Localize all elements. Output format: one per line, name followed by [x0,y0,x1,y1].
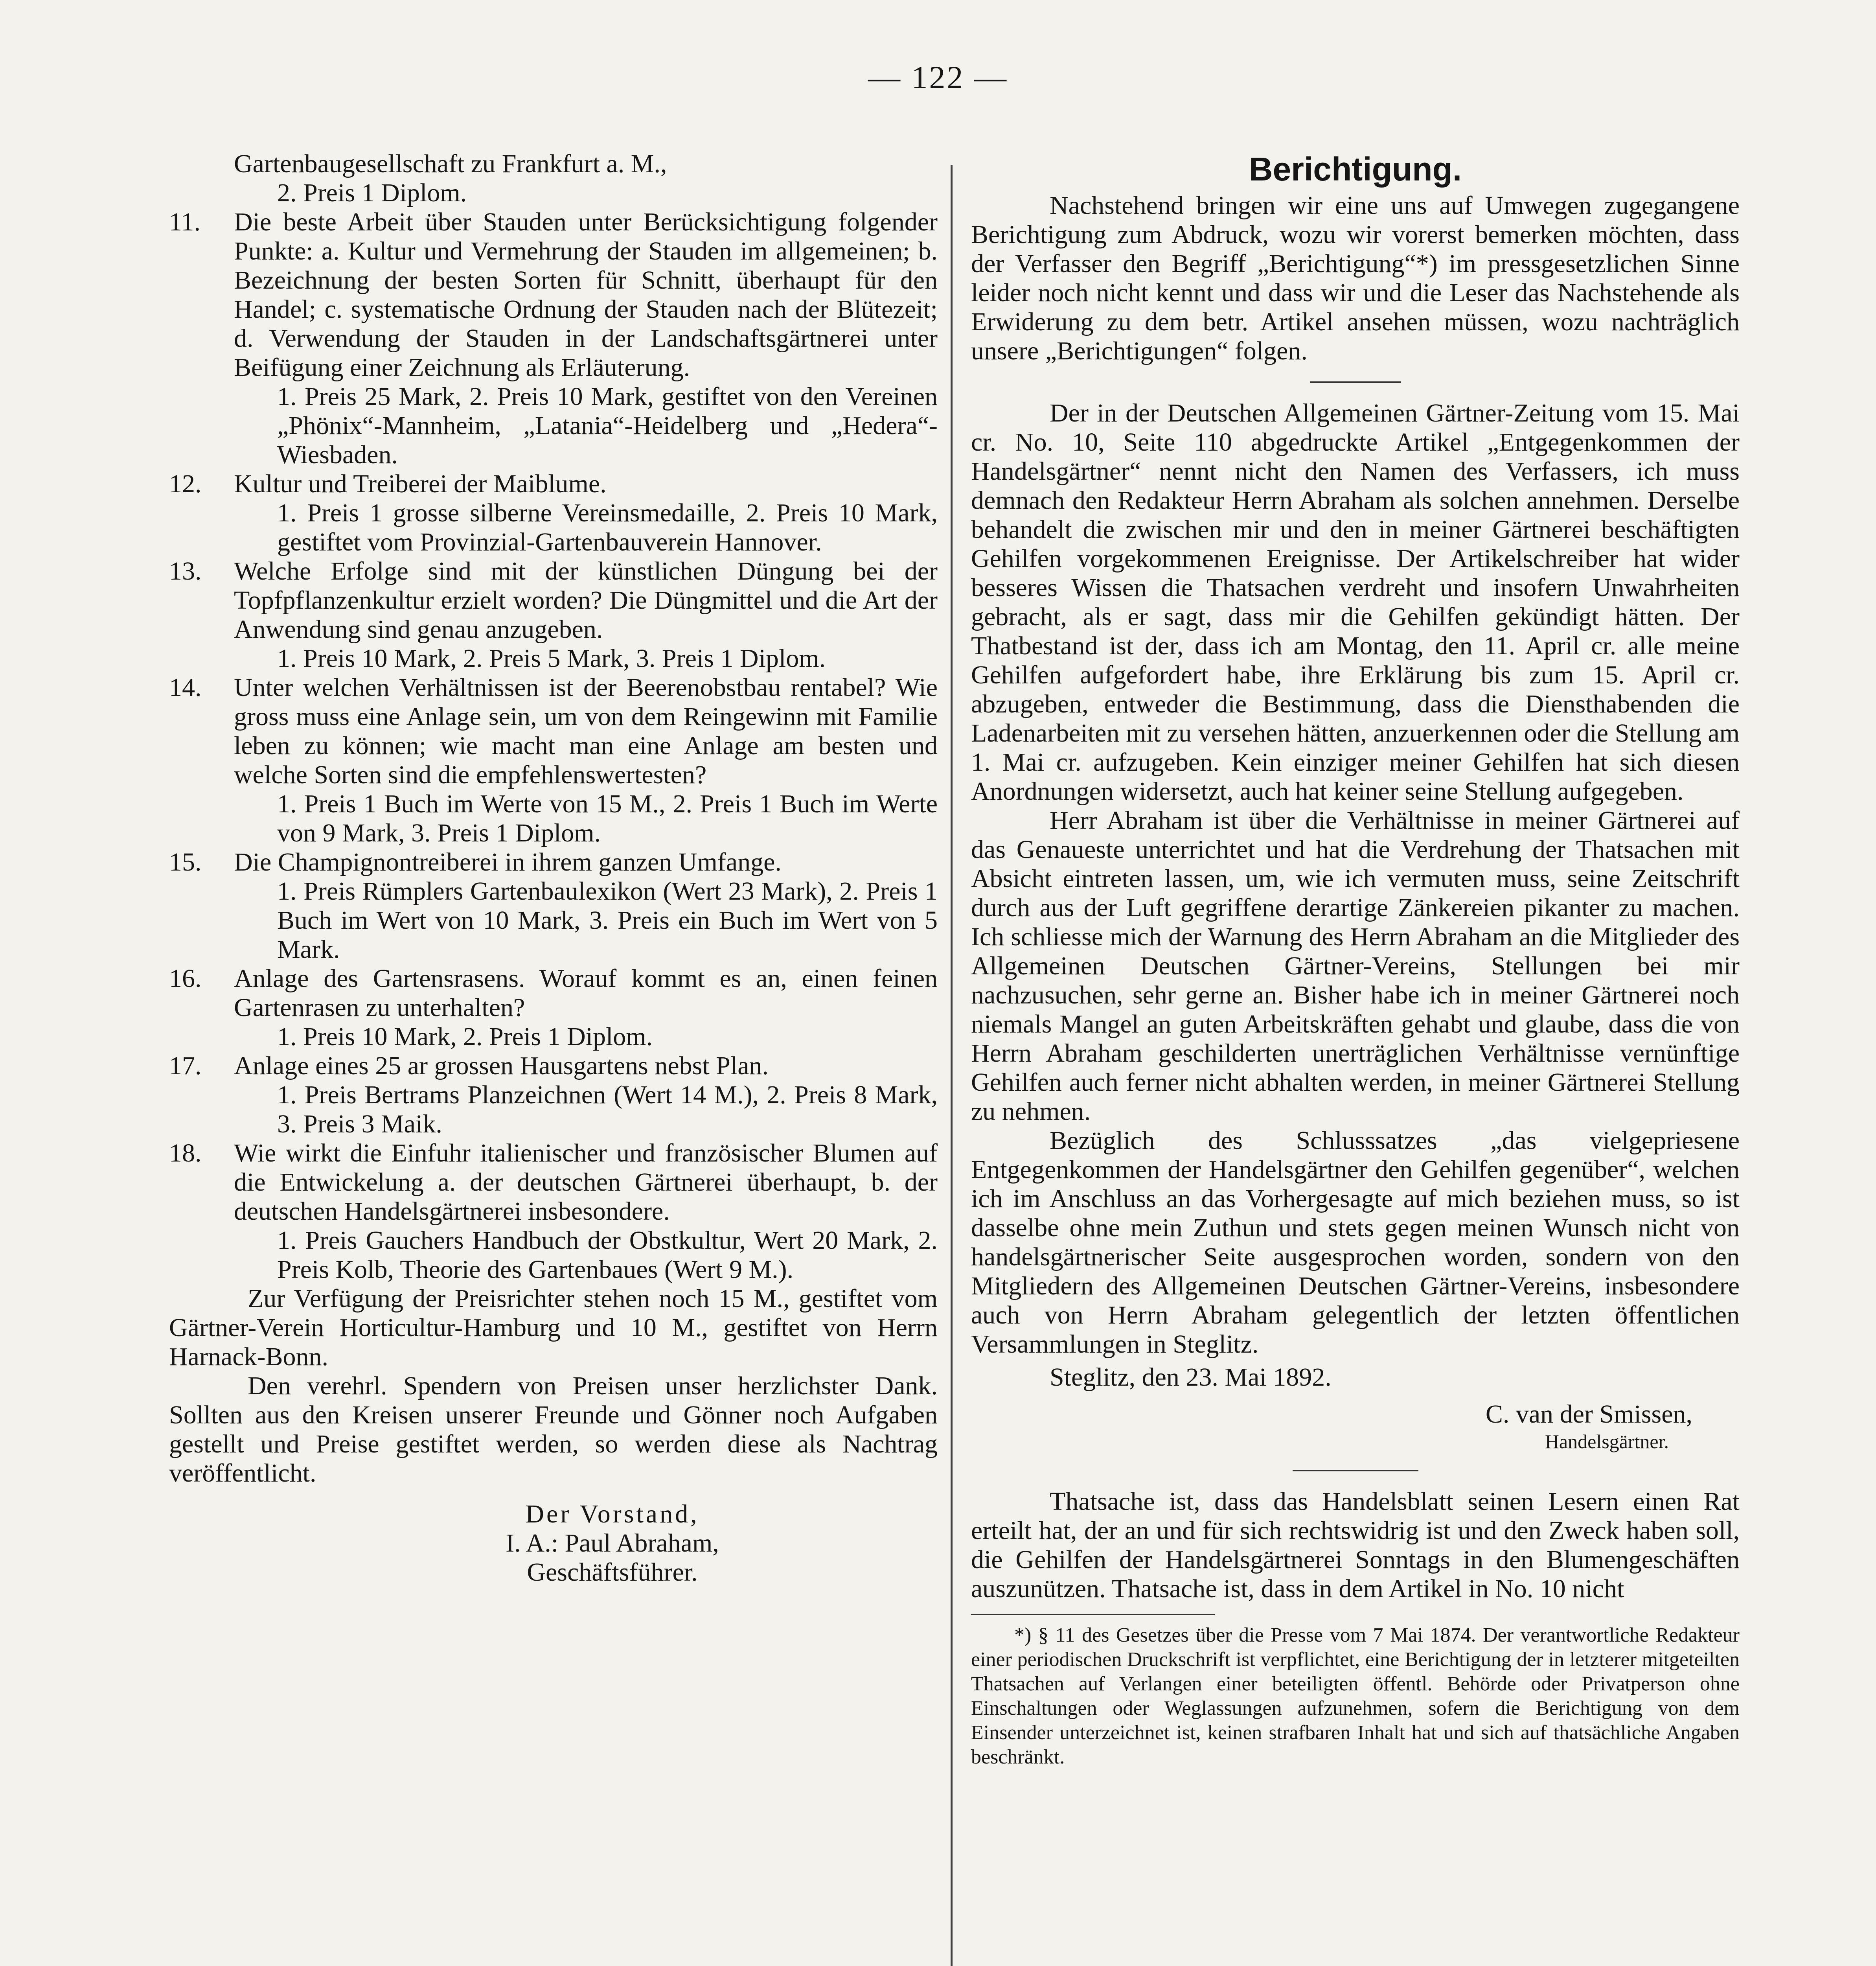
question-number: 13. [169,557,202,585]
question-15 [169,848,938,877]
question-number: 12. [169,469,202,498]
question-text: Die beste Arbeit über Stauden unter Berücksichtigung folgender Punkte: a. Kultur und Vermehrung der Stauden im allgemeinen; b. Bezeichnung der besten Sorten für Schnitt, überhaupt für den Handel; c. systematische Ordnung der Stauden nach der Blütezeit; d. Verwendung der Stauden in der Landschaftsgärtnerei unter Beifügung einer Zeichnung als Erläuterung. [234,208,938,382]
editor-reply: Thatsache ist, dass das Handelsblatt seinen Lesern einen Rat erteilt hat, der an und für sich rechtswidrig ist und den Zweck haben soll, die Gehilfen der Handelsgärtnerei Sonntags in den Blumengeschäften auszunützen. Thatsache ist, dass in dem Artikel in No. 10 nicht [971,1487,1740,1603]
question-11 [169,208,938,382]
letter-paragraph-2: Herr Abraham ist über die Verhältnisse in meiner Gärtnerei auf das Genaueste unterrichtet und hat die Verdrehung der Thatsachen mit Absicht eintreten lassen, um, wie ich vermuten muss, seine Zeitschrift durch aus der Luft gegriffene derartige Zänkereien pikanter zu machen. Ich schliesse mich der Warnung des Herrn Abraham an die Mitglieder des Allgemeinen Deutschen Gärtner-Vereins, Stellungen bei mir nachzusuchen, sehr gerne an. Bisher habe ich in meiner Gärtnerei noch niemals Mangel an guten Arbeitskräften gehabt und glaube, dass die von Herrn Abraham geschilderten unerträglichen Verhältnisse vernünftige Gehilfen auch ferner nicht abhalten werden, in meiner Gärtnerei Stellung zu nehmen. [971,806,1740,1126]
footnote: *) § 11 des Gesetzes über die Presse vom 7 Mai 1874. Der verantwortliche Redakteur einer periodischen Druckschrift ist verpflichtet, eine Berichtigung der in letzterer mitgeteilten Thatsachen auf Verlangen einer beteiligten öffentl. Behörde oder Privatperson ohne Einschaltungen oder Weglassungen aufzunehmen, sofern die Berichtigung von dem Einsender unterzeichnet ist, keinen strafbaren Inhalt hat und sich auf thatsächliche Angaben beschränkt. [971,1624,1740,1768]
signature-title: Geschäftsführer. [527,1558,698,1587]
question-14 [169,673,938,790]
letter-paragraph-1: Der in der Deutschen Allgemeinen Gärtner-Zeitung vom 15. Mai cr. No. 10, Seite 110 abgedruckte Artikel „Entgegenkommen der Handelsgärtner“ nennt nicht den Namen des Verfassers, ich muss demnach den Redakteur Herrn Abraham als solchen annehmen. Derselbe behandelt die zwischen mir und den in meiner Gärtnerei beschäftigten Gehilfen vorgekommenen Ereignisse. Der Artikelschreiber hat wider besseres Wissen die Thatsachen verdreht und insofern Unwahrheiten gebracht, als er sagt, dass mir die Gehilfen gekündigt hätten. Der Thatbestand ist der, dass ich am Montag, den 11. April cr. alle meine Gehilfen aufgefordert habe, ihre Erklärung bis zum 15. April cr. abzugeben, entweder die Bestimmung, dass die Diensthabenden die Ladenarbeiten mit zu versehen hätten, anzuerkennen oder die Stellung am 1. Mai cr. aufzugeben. Kein einziger meiner Gehilfen hat sich diesen Anordnungen widersetzt, auch hat keiner seine Stellung aufgegeben. [971,399,1740,806]
question-16 [169,964,938,1022]
question-text: Die Champignontreiberei in ihrem ganzen Umfange. [234,848,782,876]
intro-line-2: 2. Preis 1 Diplom. [277,179,467,207]
prize-text: 1. Preis Bertrams Planzeichnen (Wert 14 M.), 2. Preis 8 Mark, 3. Preis 3 Maik. [277,1081,938,1138]
letter-signature-name: C. van der Smissen, [1485,1400,1692,1428]
question-text: Welche Erfolge sind mit der künstlichen Düngung bei der Topfpflanzenkultur erzielt worden? Die Düngmittel und die Art der Anwendung sind genau anzugeben. [234,557,938,644]
letter-paragraph-3: Bezüglich des Schlusssatzes „das vielgepriesene Entgegenkommen der Handelsgärtner den Gehilfen gegenüber“, welchen ich im Anschluss an das Vorhergesagte auf mich beziehen muss, so ist dasselbe ohne mein Zuthun und stets gegen meinen Wunsch nicht von handelsgärtnerischer Seite ausgesprochen worden, sondern von den Mitgliedern des Allgemeinen Deutschen Gärtner-Vereins, insbesondere auch von Herrn Abraham gelegentlich der letzten öffentlichen Versammlungen in Steglitz. [971,1126,1740,1359]
closing-paragraph-2: Den verehrl. Spendern von Preisen unser herzlichster Dank. Sollten aus den Kreisen unserer Freunde und Gönner noch Aufgaben gestellt und Preise gestiftet werden, so werden diese als Nachtrag veröffentlicht. [169,1371,938,1487]
question-number: 11. [169,208,201,236]
signature-name: I. A.: Paul Abraham, [506,1529,719,1557]
prize-text: 1. Preis 1 grosse silberne Vereinsmedaille, 2. Preis 10 Mark, gestiftet vom Provinzial-Gartenbauverein Hannover. [277,499,938,556]
left-column [169,149,938,1587]
question-18 [169,1139,938,1226]
question-number: 15. [169,848,202,876]
question-number: 17. [169,1051,202,1080]
article-heading: Berichtigung. [1249,151,1462,188]
prize-text: 1. Preis Gauchers Handbuch der Obstkultur, Wert 20 Mark, 2. Preis Kolb, Theorie des Gartenbaues (Wert 9 M.). [277,1226,938,1284]
place-date: Steglitz, den 23. Mai 1892. [1050,1363,1332,1392]
column-divider [951,165,953,1966]
prize-text: 1. Preis 1 Buch im Werte von 15 M., 2. Preis 1 Buch im Werte von 9 Mark, 3. Preis 1 Diplom. [277,790,938,847]
prize-text: 1. Preis Rümplers Gartenbaulexikon (Wert 23 Mark), 2. Preis 1 Buch im Wert von 10 Mark, 3. Preis ein Buch im Wert von 5 Mark. [277,877,938,964]
editor-intro: Nachstehend bringen wir eine uns auf Umwegen zugegangene Berichtigung zum Abdruck, wozu wir vorerst bemerken möchten, dass der Verfasser den Begriff „Berichtigung“*) im pressgesetzlichen Sinne leider noch nicht kennt und dass wir und die Leser das Nachstehende als Erwiderung zu dem betr. Artikel ansehen müssen, wozu nachträglich unsere „Berichtigungen“ folgen. [971,191,1740,365]
question-13 [169,557,938,644]
closing-paragraph-1: Zur Verfügung der Preisrichter stehen noch 15 M., gestiftet vom Gärtner-Verein Horticultur-Hamburg und 10 M., gestiftet von Herrn Harnack-Bonn. [169,1284,938,1371]
intro-line-1: Gartenbaugesellschaft zu Frankfurt a. M., [234,149,667,178]
question-17 [169,1051,938,1081]
question-text: Kultur und Treiberei der Maiblume. [234,469,607,498]
question-number: 14. [169,673,202,702]
signature-board: Der Vorstand, [525,1500,699,1528]
section-rule [1293,1470,1418,1471]
question-number: 18. [169,1139,202,1167]
right-column [971,149,1740,1769]
question-text: Anlage eines 25 ar grossen Hausgartens nebst Plan. [234,1051,769,1080]
prize-text: 1. Preis 10 Mark, 2. Preis 5 Mark, 3. Preis 1 Diplom. [277,644,826,673]
prize-text: 1. Preis 25 Mark, 2. Preis 10 Mark, gestiftet von den Vereinen „Phönix“-Mannheim, „Latania“-Heidelberg und „Hedera“-Wiesbaden. [277,382,938,469]
question-text: Unter welchen Verhältnissen ist der Beerenobstbau rentabel? Wie gross muss eine Anlage sein, um von dem Reingewinn mit Familie leben zu können; wie macht man eine Anlage am besten und welche Sorten sind die empfehlenswertesten? [234,673,938,789]
question-number: 16. [169,964,202,993]
page-number: — 122 — [868,59,1008,95]
section-rule [1310,381,1401,383]
question-text: Wie wirkt die Einfuhr italienischer und französischer Blumen auf die Entwickelung a. der deutschen Gärtnerei überhaupt, b. der deutschen Handelsgärtnerei insbesondere. [234,1139,938,1226]
letter-signature-title: Handelsgärtner. [1545,1430,1669,1452]
prize-text: 1. Preis 10 Mark, 2. Preis 1 Diplom. [277,1022,653,1051]
question-text: Anlage des Gartensrasens. Worauf kommt es an, einen feinen Gartenrasen zu unterhalten? [234,964,938,1022]
question-12 [169,469,938,499]
footnote-rule [971,1614,1215,1615]
